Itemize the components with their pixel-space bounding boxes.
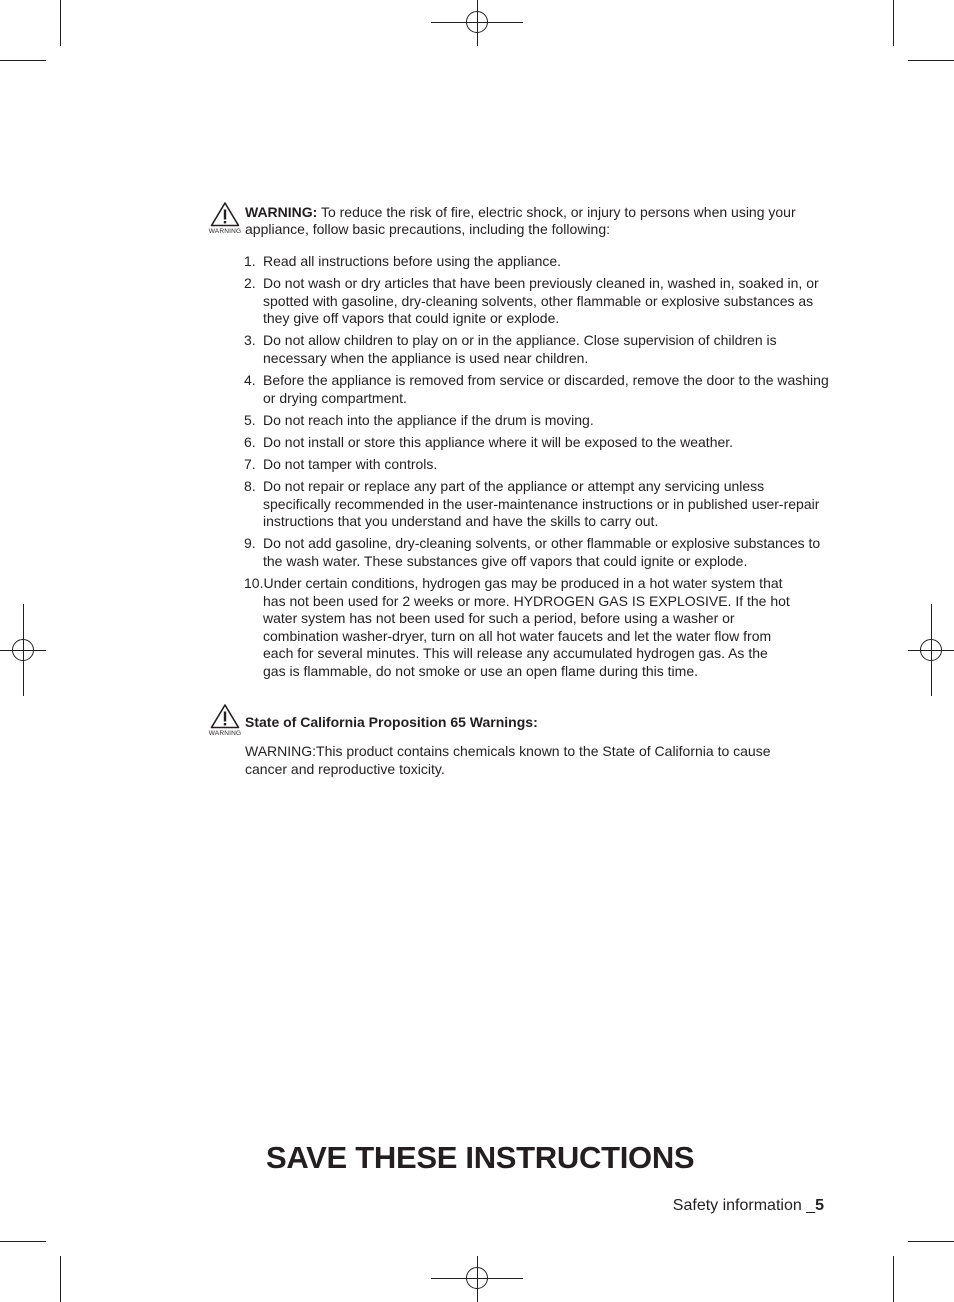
list-item: 1. Read all instructions before using the appliance. [244, 253, 562, 269]
list-item: 6. Do not install or store this appliance where it will be exposed to the weather. [244, 433, 734, 450]
save-instructions-heading: SAVE THESE INSTRUCTIONS [266, 1140, 695, 1175]
footer-section: Safety information _ [672, 1197, 816, 1214]
prop65-heading: State of California Proposition 65 Warnings: [245, 714, 538, 730]
warning-icon-caption: WARNING [208, 228, 242, 235]
prop65-text: WARNING:This product contains chemicals known to the State of California to cause cancer and reproductive toxicity. [245, 743, 771, 777]
warning-intro [245, 204, 845, 222]
page-number: 5 [815, 1197, 824, 1214]
list-item: 2. Do not wash or dry articles that have been previously cleaned in, washed in, soaked in, or spotted with gasoline, dry-cleaning solvents, other flammable or explosive substances as they give off vapors that could ignite or explode. [244, 275, 819, 327]
list-item: 5. Do not reach into the appliance if the drum is moving. [244, 411, 594, 428]
warning-triangle-icon [210, 201, 240, 227]
safety-instructions-list [244, 253, 829, 685]
list-item: 8. Do not repair or replace any part of the appliance or attempt any servicing unless specifically recommended in the user-maintenance instructions or in published user-repair instructions that you understand and have the skills to carry out. [244, 478, 820, 530]
list-item: 7. Do not tamper with controls. [244, 455, 438, 472]
warning-triangle-icon [210, 703, 240, 729]
list-item: 4. Before the appliance is removed from service or discarded, remove the door to the washing or drying compartment. [244, 372, 829, 406]
prop65-icon-caption: WARNING [208, 730, 242, 737]
list-item: 9. Do not add gasoline, dry-cleaning solvents, or other flammable or explosive substances to the wash water. These substances give off vapors that could ignite or explode. [244, 535, 821, 569]
warning-intro-text: To reduce the risk of fire, electric shock, or injury to persons when using your [320, 204, 796, 220]
warning-label: WARNING: [245, 204, 318, 220]
warning-icon [206, 201, 244, 235]
list-item: 3. Do not allow children to play on or in the appliance. Close supervision of children is necessary when the appliance is used near children. [244, 332, 777, 366]
list-item: 10.Under certain conditions, hydrogen gas may be produced in a hot water system that has not been used for 2 weeks or more. HYDROGEN GAS IS EXPLOSIVE. If the hot water system has not been used for such a period, before using a washer or combination washer-dryer, turn on all hot water faucets and let the water flow from each for several minutes. This will release any accumulated hydrogen gas. As the gas is flammable, do not smoke or use an open flame during this time. [244, 575, 790, 679]
warning-intro-continued: appliance, follow basic precautions, including the following: [245, 221, 610, 237]
prop65-warning-icon [206, 703, 244, 737]
page-footer [673, 1197, 824, 1215]
